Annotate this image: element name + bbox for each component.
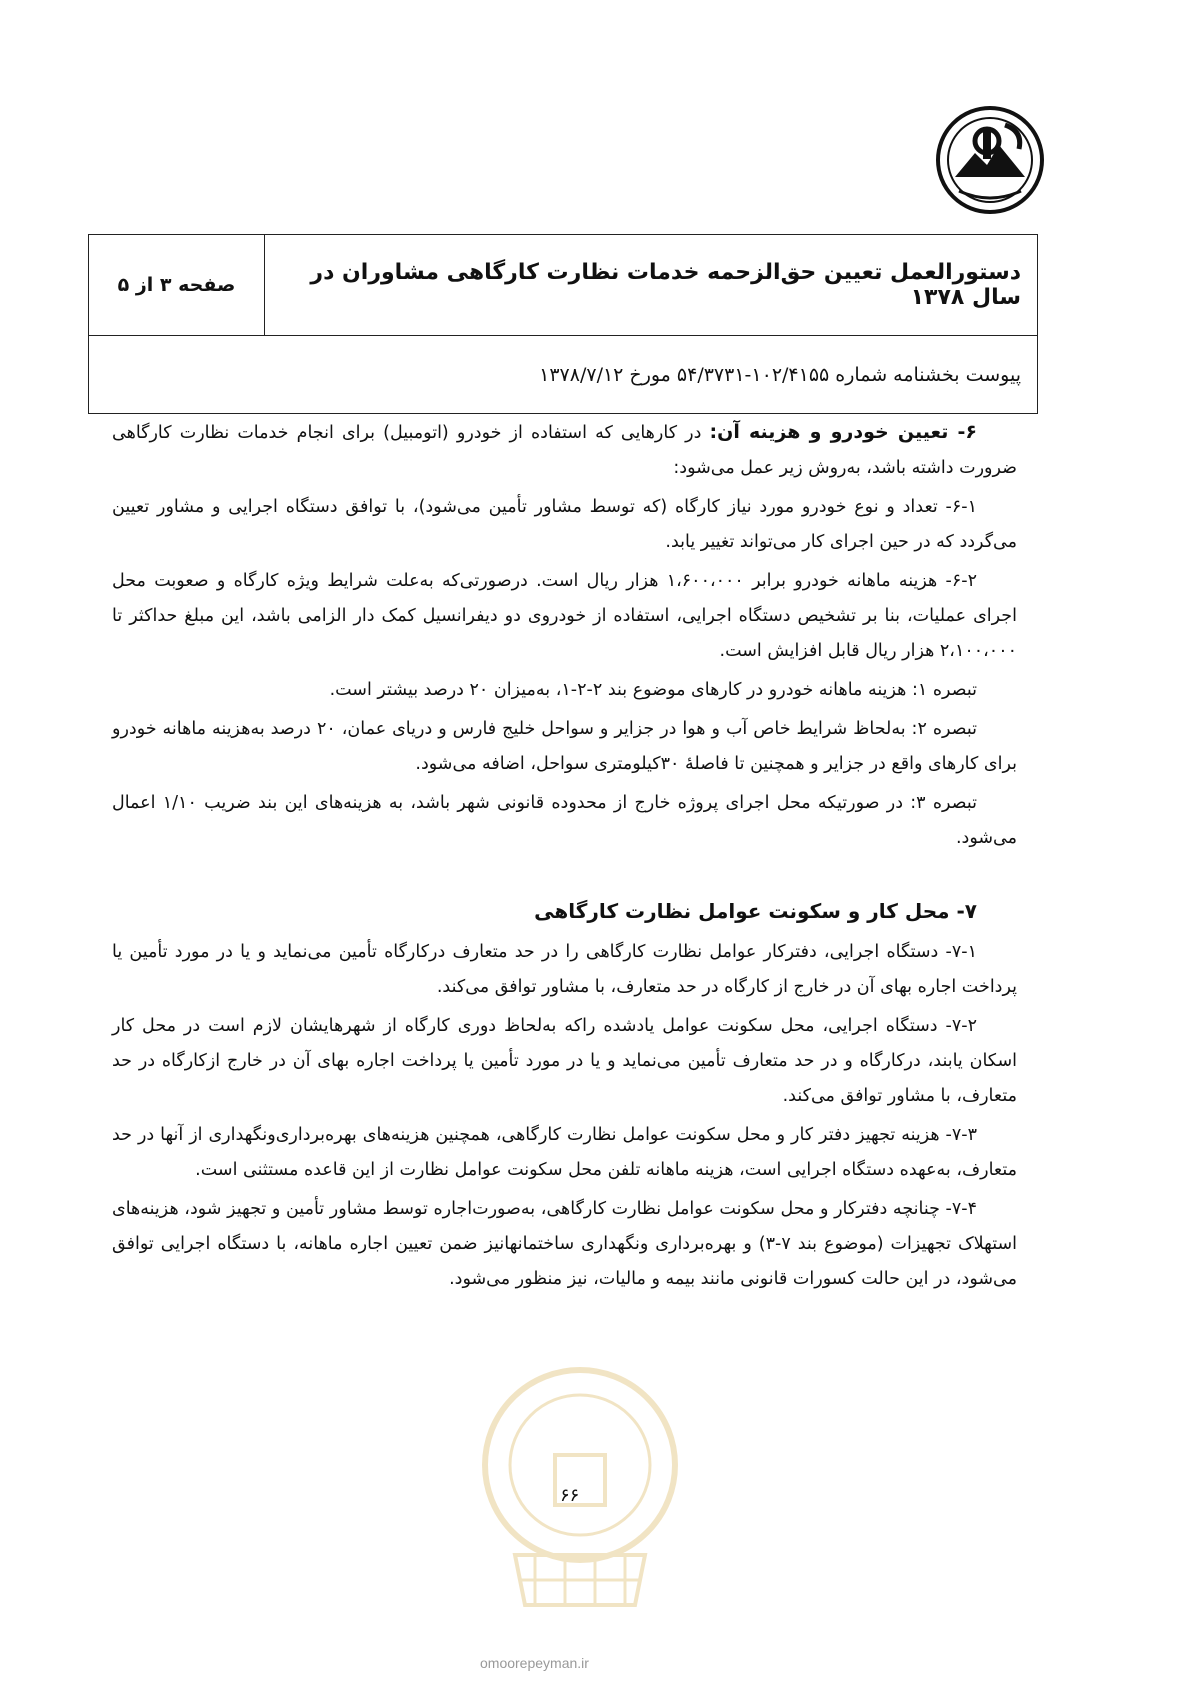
section7-heading: ۷- محل کار و سکونت عوامل نظارت کارگاهی [534, 899, 977, 923]
section6-heading: ۶- تعیین خودرو و هزینه آن: [709, 421, 977, 443]
document-header-table [88, 234, 1038, 414]
note-3: تبصره ۳: در صورتیکه محل اجرای پروژه خارج از محدوده قانونی شهر باشد، به هزینه‌های این بند ضریب ۱/۱۰ اعمال می‌شود. [112, 793, 1017, 848]
document-title: دستورالعمل تعیین حق‌الزحمه خدمات نظارت کارگاهی مشاوران در سال ۱۳۷۸ [310, 260, 1021, 310]
document-body [112, 415, 1017, 1301]
clause-6-1: ۶-۱- تعداد و نوع خودرو مورد نیاز کارگاه (که توسط مشاور تأمین می‌شود)، با توافق دستگاه اجرایی و مشاور تعیین می‌گردد که در حین اجرای کار می‌تواند تغییر یابد. [112, 497, 1017, 552]
section6-intro-text: در کارهایی که استفاده از خودرو (اتومبیل) برای انجام خدمات نظارت کارگاهی ضرورت داشته باشد، به‌روش زیر عمل می‌شود: [112, 423, 1017, 478]
clause-7-1: ۷-۱- دستگاه اجرایی، دفترکار عوامل نظارت کارگاهی را در حد متعارف درکارگاه تأمین می‌نماید و یا در مورد تأمین یا پرداخت اجاره بهای آن در خارج از کارگاه در حد متعارف، با مشاور توافق می‌کند. [112, 942, 1017, 997]
note-2: تبصره ۲: به‌لحاظ شرایط خاص آب و هوا در جزایر و سواحل خلیج فارس و دریای عمان، ۲۰ درصد به‌هزینه ماهانه خودرو برای کارهای واقع در جزایر و همچنین تا فاصلهٔ ۳۰کیلومتری سواحل، اضافه می‌شود. [112, 719, 1017, 774]
page-number: ۶۶ [560, 1485, 580, 1506]
clause-7-2: ۷-۲- دستگاه اجرایی، محل سکونت عوامل یادشده راکه به‌لحاظ دوری کارگاه از شهرهایشان لازم است در محل کار اسکان یابند، درکارگاه و در حد متعارف تأمین می‌نماید و یا در مورد تأمین یا پرداخت اجاره بهای آن در خارج ازکارگاه در حد متعارف، با مشاور توافق می‌کند. [112, 1016, 1017, 1106]
note-1: تبصره ۱: هزینه ماهانه خودرو در کارهای موضوع بند ۲-۲-۱، به‌میزان ۲۰ درصد بیشتر است. [329, 680, 977, 700]
clause-6-2: ۶-۲- هزینه ماهانه خودرو برابر ۱،۶۰۰،۰۰۰ هزار ریال است. درصورتی‌که به‌علت شرایط ویژه کارگاه و صعوبت محل اجرای عملیات، بنا بر تشخیص دستگاه اجرایی، استفاده از خودروی دو دیفرانسیل کمک دار الزامی باشد، این مبلغ حداکثر تا ۲،۱۰۰،۰۰۰ هزار ریال قابل افزایش است. [112, 571, 1017, 661]
clause-7-3: ۷-۳- هزینه تجهیز دفتر کار و محل سکونت عوامل نظارت کارگاهی، همچنین هزینه‌های بهره‌برداری‌ونگهداری از آنها در حد متعارف، به‌عهده دستگاه اجرایی است، هزینه ماهانه تلفن محل سکونت عوامل نظارت از این قاعده مستثنی است. [112, 1125, 1017, 1180]
clause-7-4: ۷-۴- چنانچه دفترکار و محل سکونت عوامل نظارت کارگاهی، به‌صورت‌اجاره توسط مشاور تأمین و تجهیز شود، هزینه‌های استهلاک تجهیزات (موضوع بند ۷-۳) و بهره‌برداری ونگهداری ساختمانهانیز ضمن تعیین اجاره ماهانه، با دستگاه اجرایی توافق می‌شود، در این حالت کسورات قانونی مانند بیمه و مالیات، نیز منظور می‌شود. [112, 1199, 1017, 1289]
header-title-row [89, 235, 1037, 336]
page-label: صفحه ۳ از ۵ [89, 235, 265, 335]
organization-seal-logo [935, 105, 1045, 215]
section6-intro [112, 415, 1017, 486]
circular-reference: پیوست بخشنامه شماره ۱۰۲/۴۱۵۵-۵۴/۳۷۳۱ مورخ ۱۳۷۸/۷/۱۲ [539, 364, 1021, 386]
footer-watermark-url: omoorepeyman.ir [480, 1655, 589, 1671]
watermark-seal [475, 1355, 685, 1615]
